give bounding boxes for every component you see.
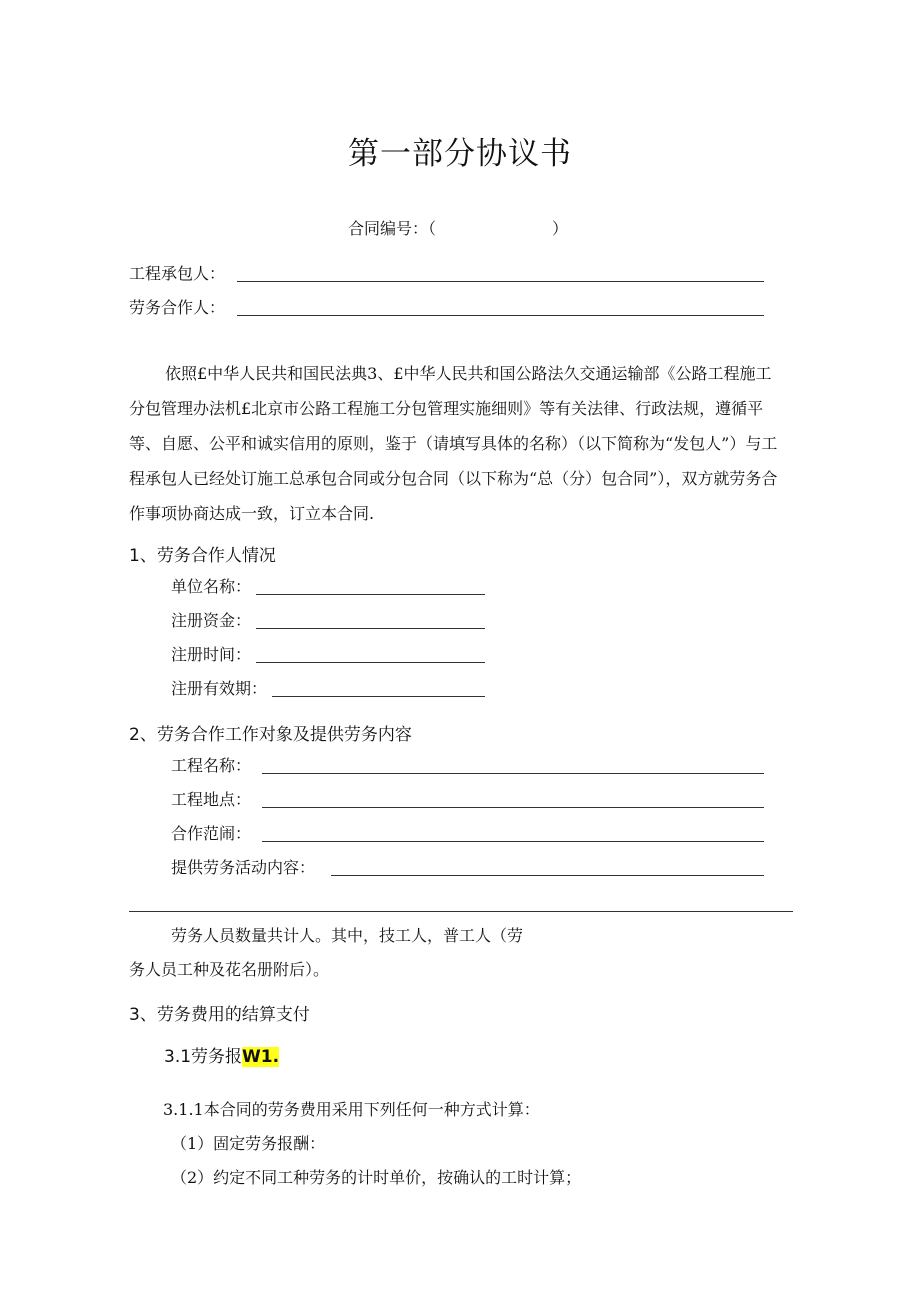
- unit-name-blank: [256, 594, 485, 595]
- project-name-blank: [262, 773, 764, 774]
- capital-blank: [256, 628, 485, 629]
- option-2: （2）约定不同工种劳务的计时单价，按确认的工时计算；: [171, 1168, 582, 1187]
- labor-partner-label: 劳务合作人：: [129, 298, 226, 317]
- validity-label: 注册有效期：: [171, 679, 268, 698]
- unit-name-label: 单位名称：: [171, 577, 252, 596]
- project-site-blank: [262, 807, 764, 808]
- staff-count-line2: 务人员工种及花名册附后）。: [129, 960, 330, 979]
- activities-blank: [331, 875, 764, 876]
- option-1: （1）固定劳务报酬：: [171, 1134, 326, 1153]
- section-1-heading: 1、劳务合作人情况: [129, 546, 276, 566]
- validity-blank: [272, 696, 485, 697]
- doc-title: 第一部分协议书: [348, 136, 572, 172]
- scope-label: 合作范闹：: [171, 824, 252, 843]
- reg-time-label: 注册时间：: [171, 645, 252, 664]
- contract-no-close: ）: [552, 219, 569, 238]
- contract-no-label: 合同编号：（: [348, 219, 437, 238]
- labor-partner-blank: [237, 315, 764, 316]
- contractor-label: 工程承包人：: [129, 264, 226, 283]
- activities-label: 提供劳务活动内容：: [171, 858, 316, 877]
- capital-label: 注册资金：: [171, 611, 252, 630]
- scope-blank: [262, 841, 764, 842]
- contractor-blank: [237, 281, 764, 282]
- intro-paragraph: 依照£中华人民共和国民法典3、£中华人民共和国公路法久交通运输部《公路工程施工分包管理办法机£北京市公路工程施工分包管理实施细则》等有关法律、行政法规，遵循平等、自愿、公平和诚实信用的原则，鉴于（请填写具体的名称）（以下简称为“发包人”）与工程承包人已经处订施工总承包合同或分包合同（以下称为“总（分）包合同”），双方就劳务合作事项协商达成一致，订立本合同.: [129, 364, 778, 523]
- project-name-label: 工程名称：: [171, 756, 252, 775]
- item-3-1-1: 3.1.1本合同的劳务费用采用下列任何一种方式计算：: [163, 1100, 540, 1119]
- subsection-3-1-prefix: 3.1劳务报: [164, 1047, 243, 1067]
- project-site-label: 工程地点：: [171, 790, 252, 809]
- section-2-heading: 2、劳务合作工作对象及提供劳务内容: [129, 725, 412, 745]
- activities-blank-continued: [129, 911, 793, 912]
- section-3-heading: 3、劳务费用的结算支付: [129, 1005, 310, 1025]
- reg-time-blank: [256, 662, 485, 663]
- subsection-3-1-highlight: W1.: [242, 1047, 280, 1067]
- staff-count-line1: 劳务人员数量共计人。其中，技工人，普工人（劳: [171, 926, 524, 945]
- subsection-3-1-heading: [164, 1042, 279, 1067]
